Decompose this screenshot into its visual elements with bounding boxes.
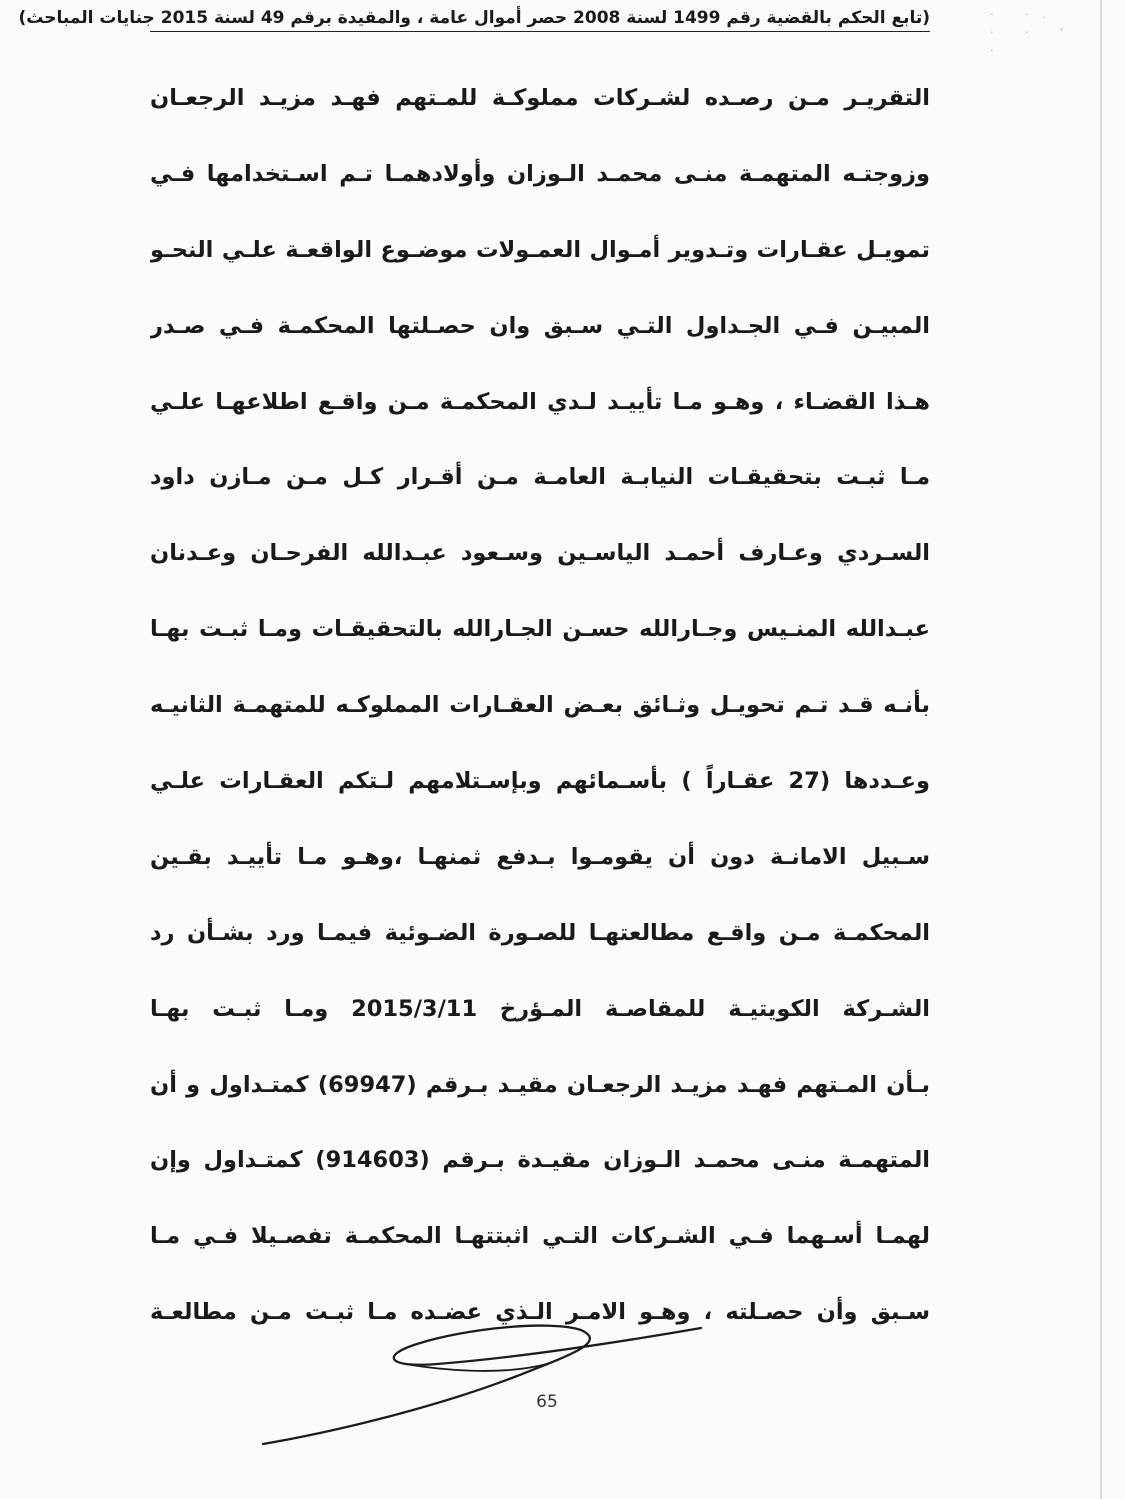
- text-line: المحكمـة مـن واقـع مطالعتهـا للصـورة الضـوئية فيمـا ورد بشـأن رد: [150, 919, 930, 946]
- text-line: وزوجتـه المتهمـة منـى محمـد الـوزان وأولادهمـا تـم اسـتخدامها فـي: [150, 160, 930, 187]
- handwritten-signature: [255, 1318, 705, 1458]
- text-line: المبيـن فـي الجـداول التـي سـبق وان حصـلتها المحكمـة فـي صـدر: [150, 312, 930, 339]
- body-text: [150, 70, 930, 1360]
- text-line: الشـركة الكويتيـة للمقاصـة المـؤرخ 2015/3/11 ومـا ثبـت بهـا: [150, 995, 930, 1022]
- page-edge-rule: [1100, 0, 1102, 1499]
- text-line: سـبيل الامانـة دون أن يقومـوا بـدفع ثمنهـا ،وهـو مـا تأييـد بقـين: [150, 843, 930, 870]
- text-line: لهمـا أسـهما فـي الشـركات التـي اثبتتهـا المحكمـة تفصـيلا فـي مـا: [150, 1223, 930, 1250]
- text-line: سـبق وأن حصـلته ، وهـو الامـر الـذي عضـده مـا ثبـت مـن مطالعـة: [150, 1299, 930, 1326]
- text-line: عبـدالله المنـيس وجـارالله حسـن الجـارالله بالتحقيقـات ومـا ثبـت بهـا: [150, 616, 930, 643]
- scan-specks: · ·. · · ‘ ·: [990, 8, 1078, 57]
- text-line: وعـددها (27 عقـاراً ) بأسـمائهم وبإسـتلامهم لـتكم العقـارات علـي: [150, 768, 930, 795]
- text-line: مـا ثبـت بتحقيقـات النيابـة العامـة مـن أقـرار كـل مـن مـازن داود: [150, 464, 930, 491]
- text-line: هـذا القضـاء ، وهـو مـا تأييـد لـدي المحكمـة مـن واقـع اطلاعهـا علـي: [150, 388, 930, 415]
- page-header: (تابع الحكم بالقضية رقم 1499 لسنة 2008 حصر أموال عامة ، والمقيدة برقم 49 لسنة 2015 جنايات المباحث): [150, 8, 930, 32]
- text-line: التقريـر مـن رصـده لشـركات مملوكـة للمـتهم فهـد مزيـد الرجعـان: [150, 85, 930, 111]
- text-line: بـأن المـتهم فهـد مزيـد الرجعـان مقيـد بـرقم (69947) كمتـداول و أن: [150, 1071, 930, 1098]
- text-line: المتهمـة منـى محمـد الـوزان مقيـدة بـرقم (914603) كمتـداول وإن: [150, 1147, 930, 1174]
- text-line: تمويـل عقـارات وتـدوير أمـوال العمـولات موضـوع الواقعـة علـي النحـو: [150, 236, 930, 263]
- page-number: 65: [536, 1392, 558, 1412]
- text-line: السـردي وعـارف أحمـد الياسـين وسـعود عبـدالله الفرحـان وعـدنان: [150, 540, 930, 567]
- text-line: بأنـه قـد تـم تحويـل وثـائق بعـض العقـارات المملوكـه للمتهمـة الثانيـه: [150, 692, 930, 719]
